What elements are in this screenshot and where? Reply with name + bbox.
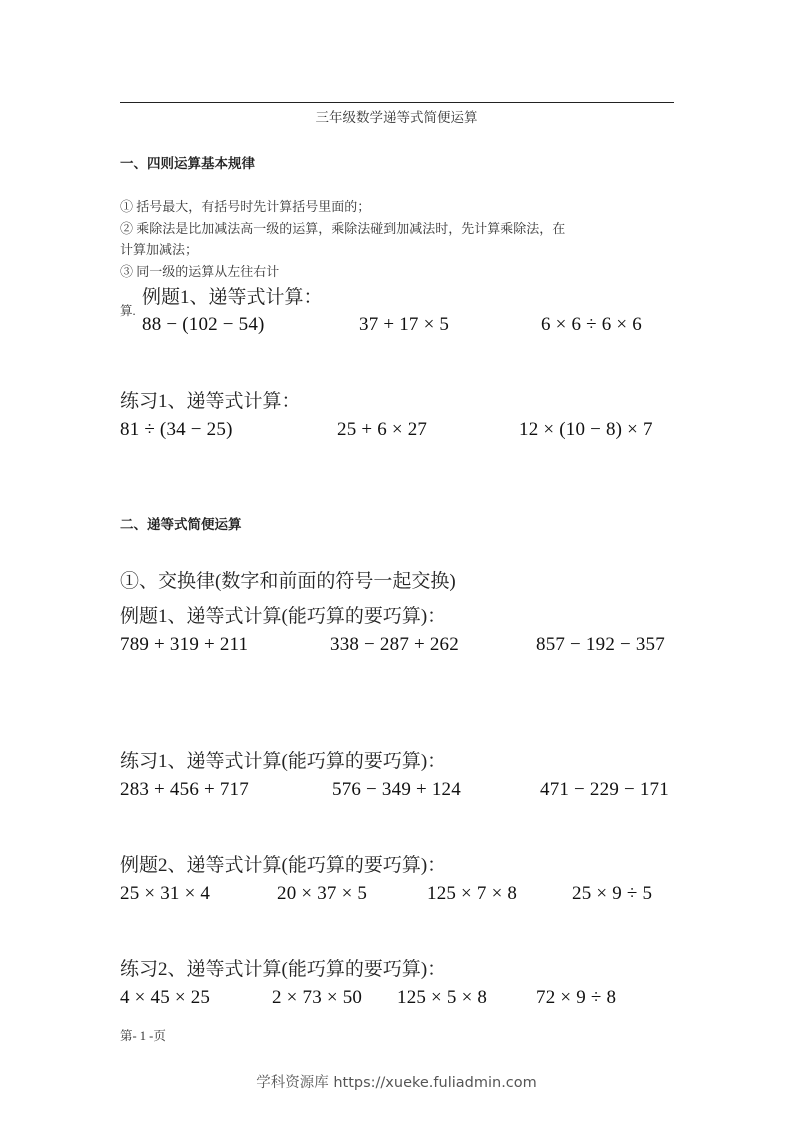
expression: 338 − 287 + 262 <box>330 634 459 655</box>
expression: 25 × 9 ÷ 5 <box>572 883 653 904</box>
expression: 125 × 5 × 8 <box>397 987 488 1008</box>
expression: 88 − (102 − 54) <box>142 314 265 335</box>
expression: 20 × 37 × 5 <box>277 883 368 904</box>
page-number: 第- 1 -页 <box>120 1029 166 1043</box>
rule-2: ② 乘除法是比加减法高一级的运算，乘除法碰到加减法时，先计算乘除法，在 <box>120 221 566 236</box>
rule-3: ③ 同一级的运算从左往右计 <box>120 264 280 279</box>
example1-heading: 例题1、递等式计算(能巧算的要巧算)： <box>120 606 447 627</box>
expression: 25 × 31 × 4 <box>120 883 211 904</box>
rule-3-continuation: 算. <box>120 304 136 318</box>
expression: 471 − 229 − 171 <box>540 779 669 800</box>
example2-heading: 例题2、递等式计算(能巧算的要巧算)： <box>120 855 447 876</box>
commutative-law-heading: ①、交换律(数字和前面的符号一起交换) <box>120 571 456 592</box>
expression: 857 − 192 − 357 <box>536 634 665 655</box>
header-rule <box>120 102 674 103</box>
expression: 2 × 73 × 50 <box>272 987 363 1008</box>
rule-1: ① 括号最大，有括号时先计算括号里面的； <box>120 199 371 214</box>
section1-heading: 一、四则运算基本规律 <box>120 156 255 171</box>
expression: 72 × 9 ÷ 8 <box>536 987 617 1008</box>
example1-heading: 例题1、递等式计算： <box>142 287 323 308</box>
practice2-heading: 练习2、递等式计算(能巧算的要巧算)： <box>120 959 447 980</box>
expression: 6 × 6 ÷ 6 × 6 <box>541 314 642 335</box>
watermark-text: 学科资源库 https://xueke.fuliadmin.com <box>256 1075 537 1091</box>
expression: 25 + 6 × 27 <box>337 419 428 440</box>
expression: 125 × 7 × 8 <box>427 883 518 904</box>
practice1-heading: 练习1、递等式计算： <box>120 391 301 412</box>
expression: 576 − 349 + 124 <box>332 779 461 800</box>
document-title: 三年级数学递等式简便运算 <box>315 110 478 125</box>
expression: 37 + 17 × 5 <box>359 314 450 335</box>
expression: 4 × 45 × 25 <box>120 987 211 1008</box>
rule-2-continuation: 计算加减法； <box>120 242 199 257</box>
section2-heading: 二、递等式简便运算 <box>120 517 242 532</box>
practice1-heading: 练习1、递等式计算(能巧算的要巧算)： <box>120 751 447 772</box>
expression: 789 + 319 + 211 <box>120 634 249 655</box>
expression: 81 ÷ (34 − 25) <box>120 419 233 440</box>
expression: 12 × (10 − 8) × 7 <box>519 419 653 440</box>
expression: 283 + 456 + 717 <box>120 779 249 800</box>
